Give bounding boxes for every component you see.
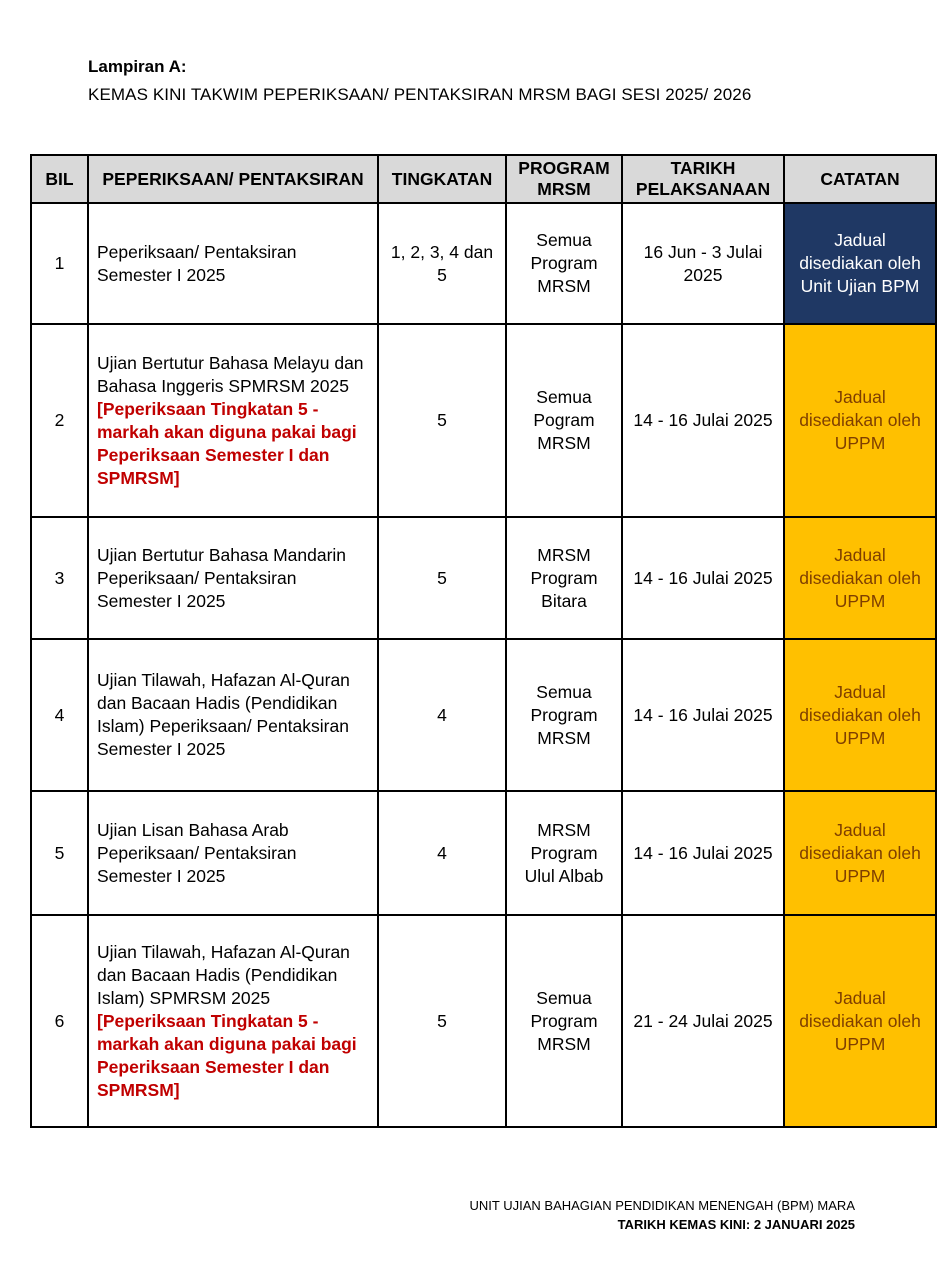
header-program: PROGRAM MRSM: [506, 155, 622, 203]
table-header-row: [31, 155, 936, 203]
row-exam: [88, 639, 378, 791]
row-note: Jadual disediakan oleh Unit Ujian BPM: [784, 203, 936, 324]
exam-title: Ujian Lisan Bahasa Arab Peperiksaan/ Pentaksiran Semester I 2025: [97, 819, 297, 886]
row-bil: 6: [31, 915, 88, 1127]
document-title: KEMAS KINI TAKWIM PEPERIKSAAN/ PENTAKSIRAN MRSM BAGI SESI 2025/ 2026: [88, 85, 752, 104]
table-row: [31, 915, 936, 1127]
row-bil: 1: [31, 203, 88, 324]
row-exam: [88, 791, 378, 915]
attachment-label: Lampiran A:: [88, 57, 187, 76]
exam-highlight-note: [Peperiksaan Tingkatan 5 - markah akan diguna pakai bagi Peperiksaan Semester I dan SPMRSM]: [97, 1010, 357, 1100]
row-program: Semua Program MRSM: [506, 915, 622, 1127]
row-level: 4: [378, 639, 506, 791]
row-note: Jadual disediakan oleh UPPM: [784, 324, 936, 517]
exam-title: Ujian Tilawah, Hafazan Al-Quran dan Bacaan Hadis (Pendidikan Islam) SPMRSM 2025: [97, 941, 350, 1008]
row-bil: 3: [31, 517, 88, 639]
row-note: Jadual disediakan oleh UPPM: [784, 915, 936, 1127]
row-exam: [88, 517, 378, 639]
row-date: 14 - 16 Julai 2025: [622, 324, 784, 517]
row-date: 14 - 16 Julai 2025: [622, 639, 784, 791]
row-note: Jadual disediakan oleh UPPM: [784, 517, 936, 639]
exam-title: Ujian Bertutur Bahasa Melayu dan Bahasa Inggeris SPMRSM 2025: [97, 352, 364, 396]
row-date: 16 Jun - 3 Julai 2025: [622, 203, 784, 324]
header-bil: BIL: [31, 155, 88, 203]
document-footer: [470, 1196, 855, 1234]
table-row: [31, 791, 936, 915]
issuing-unit: UNIT UJIAN BAHAGIAN PENDIDIKAN MENENGAH (BPM) MARA: [469, 1198, 855, 1213]
row-level: 5: [378, 324, 506, 517]
row-level: 5: [378, 517, 506, 639]
row-exam: [88, 203, 378, 324]
header-note: CATATAN: [784, 155, 936, 203]
table-row: [31, 203, 936, 324]
row-note: Jadual disediakan oleh UPPM: [784, 791, 936, 915]
table-row: [31, 517, 936, 639]
row-level: 1, 2, 3, 4 dan 5: [378, 203, 506, 324]
document-heading: [88, 56, 928, 106]
row-bil: 2: [31, 324, 88, 517]
exam-title: Ujian Bertutur Bahasa Mandarin Peperiksaan/ Pentaksiran Semester I 2025: [97, 544, 347, 611]
row-program: Semua Program MRSM: [506, 203, 622, 324]
row-exam: [88, 324, 378, 517]
exam-schedule-table: [30, 154, 937, 1128]
row-program: MRSM Program Bitara: [506, 517, 622, 639]
header-exam: PEPERIKSAAN/ PENTAKSIRAN: [88, 155, 378, 203]
row-program: Semua Pogram MRSM: [506, 324, 622, 517]
exam-title: Ujian Tilawah, Hafazan Al-Quran dan Bacaan Hadis (Pendidikan Islam) Peperiksaan/ Pentaksiran Semester I 2025: [97, 670, 350, 759]
row-date: 21 - 24 Julai 2025: [622, 915, 784, 1127]
header-date: TARIKH PELAKSANAAN: [622, 155, 784, 203]
row-level: 5: [378, 915, 506, 1127]
row-program: Semua Program MRSM: [506, 639, 622, 791]
table-row: [31, 639, 936, 791]
table-row: [31, 324, 936, 517]
row-date: 14 - 16 Julai 2025: [622, 517, 784, 639]
row-program: MRSM Program Ulul Albab: [506, 791, 622, 915]
header-level: TINGKATAN: [378, 155, 506, 203]
row-level: 4: [378, 791, 506, 915]
last-updated-date: TARIKH KEMAS KINI: 2 JANUARI 2025: [617, 1217, 855, 1232]
row-date: 14 - 16 Julai 2025: [622, 791, 784, 915]
row-bil: 4: [31, 639, 88, 791]
row-exam: [88, 915, 378, 1127]
row-bil: 5: [31, 791, 88, 915]
exam-highlight-note: [Peperiksaan Tingkatan 5 - markah akan diguna pakai bagi Peperiksaan Semester I dan SPMRSM]: [97, 398, 357, 488]
row-note: Jadual disediakan oleh UPPM: [784, 639, 936, 791]
exam-title: Peperiksaan/ Pentaksiran Semester I 2025: [97, 241, 297, 285]
